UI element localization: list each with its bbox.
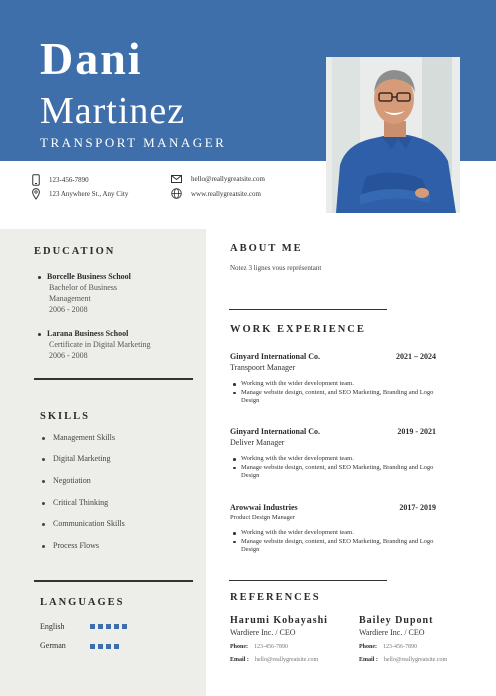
education-item <box>38 271 131 315</box>
skills-title: SKILLS <box>40 411 90 422</box>
skill-item: Process Flows <box>42 541 99 550</box>
divider <box>229 309 387 310</box>
address-contact <box>32 188 128 200</box>
reference-item <box>359 615 447 663</box>
degree-text: Bachelor of Business <box>49 283 117 292</box>
work-dates: 2021 – 2024 <box>396 352 436 361</box>
years-text: 2006 - 2008 <box>49 351 88 360</box>
email-text[interactable]: hello@reallygreatsite.com <box>191 175 265 183</box>
contact-bar <box>0 161 496 214</box>
reference-item <box>230 615 328 663</box>
work-bullet: Working with the wider development team. <box>241 529 440 538</box>
reference-email[interactable]: Email : hello@reallygreatsite.com <box>230 657 319 663</box>
envelope-icon <box>171 175 182 183</box>
reference-company: Wardiere Inc. / CEO <box>230 628 296 637</box>
language-level-german <box>90 644 119 649</box>
about-text: Notez 3 lignes vous représentant <box>230 264 322 272</box>
language-name: English <box>40 622 65 631</box>
level-dot <box>90 624 95 629</box>
references-title: REFERENCES <box>230 592 321 603</box>
reference-phone: Phone: 123-456-7890 <box>230 644 288 650</box>
role-title: Transpoort Manager <box>230 363 296 372</box>
reference-phone: Phone: 123-456-7890 <box>359 644 417 650</box>
school-name: Larana Business School <box>47 329 129 338</box>
work-bullet: Working with the wider development team. <box>241 380 440 389</box>
level-dot <box>106 624 111 629</box>
phone-contact <box>32 174 89 186</box>
email-contact[interactable] <box>171 175 265 183</box>
level-dot <box>122 624 127 629</box>
globe-icon <box>171 188 182 199</box>
about-title: ABOUT ME <box>230 243 303 254</box>
degree-text: Management <box>49 294 91 303</box>
address-text: 123 Anywhere St., Any City <box>49 190 129 198</box>
school-name: Borcelle Business School <box>47 272 131 281</box>
languages-title: LANGUAGES <box>40 597 125 608</box>
company-name: Ginyard International Co. <box>230 352 321 361</box>
phone-text: 123-456-7890 <box>49 176 89 184</box>
divider <box>34 580 193 582</box>
level-dot <box>98 624 103 629</box>
website-contact[interactable] <box>171 188 261 199</box>
work-bullet: Working with the wider development team. <box>241 455 440 464</box>
level-dot <box>114 624 119 629</box>
job-title: TRANSPORT MANAGER <box>40 135 227 150</box>
location-pin-icon <box>32 188 40 200</box>
last-name: Martinez <box>40 90 186 132</box>
level-dot <box>114 644 119 649</box>
first-name: Dani <box>40 33 143 84</box>
level-dot <box>98 644 103 649</box>
education-title: EDUCATION <box>34 246 116 257</box>
reference-email[interactable]: Email : hello@reallygreatsite.com <box>359 657 448 663</box>
work-item <box>230 503 440 555</box>
level-dot <box>106 644 111 649</box>
work-item <box>230 427 440 481</box>
reference-name: Harumi Kobayashi <box>230 615 328 626</box>
skill-item: Management Skills <box>42 433 115 442</box>
work-bullet: Manage website design, content, and SEO Marketing, Branding and Logo Design <box>241 538 440 555</box>
role-title: Product Design Manager <box>230 514 295 521</box>
skill-item: Communication Skills <box>42 519 125 528</box>
work-bullet: Manage website design, content, and SEO Marketing, Branding and Logo Design <box>241 464 440 481</box>
website-text[interactable]: www.reallygreatsite.com <box>191 189 261 198</box>
years-text: 2006 - 2008 <box>49 305 88 314</box>
level-dot <box>90 644 95 649</box>
work-item <box>230 352 440 406</box>
language-name: German <box>40 641 66 650</box>
role-title: Deliver Manager <box>230 438 285 447</box>
education-item <box>38 328 151 361</box>
language-level-english <box>90 624 127 629</box>
work-dates: 2019 - 2021 <box>397 427 436 436</box>
work-title: WORK EXPERIENCE <box>230 324 366 335</box>
company-name: Arowwai Industries <box>230 503 298 512</box>
phone-icon <box>32 174 40 186</box>
work-bullet: Manage website design, content, and SEO Marketing, Branding and Logo Design <box>241 389 440 406</box>
skill-item: Critical Thinking <box>42 498 108 507</box>
reference-name: Bailey Dupont <box>359 615 434 626</box>
skill-item: Digital Marketing <box>42 454 111 463</box>
skill-item: Negotiation <box>42 476 91 485</box>
divider <box>229 580 387 581</box>
work-dates: 2017- 2019 <box>399 503 436 512</box>
divider <box>34 378 193 380</box>
company-name: Ginyard International Co. <box>230 427 321 436</box>
degree-text: Certificate in Digital Marketing <box>49 340 151 349</box>
reference-company: Wardiere Inc. / CEO <box>359 628 425 637</box>
